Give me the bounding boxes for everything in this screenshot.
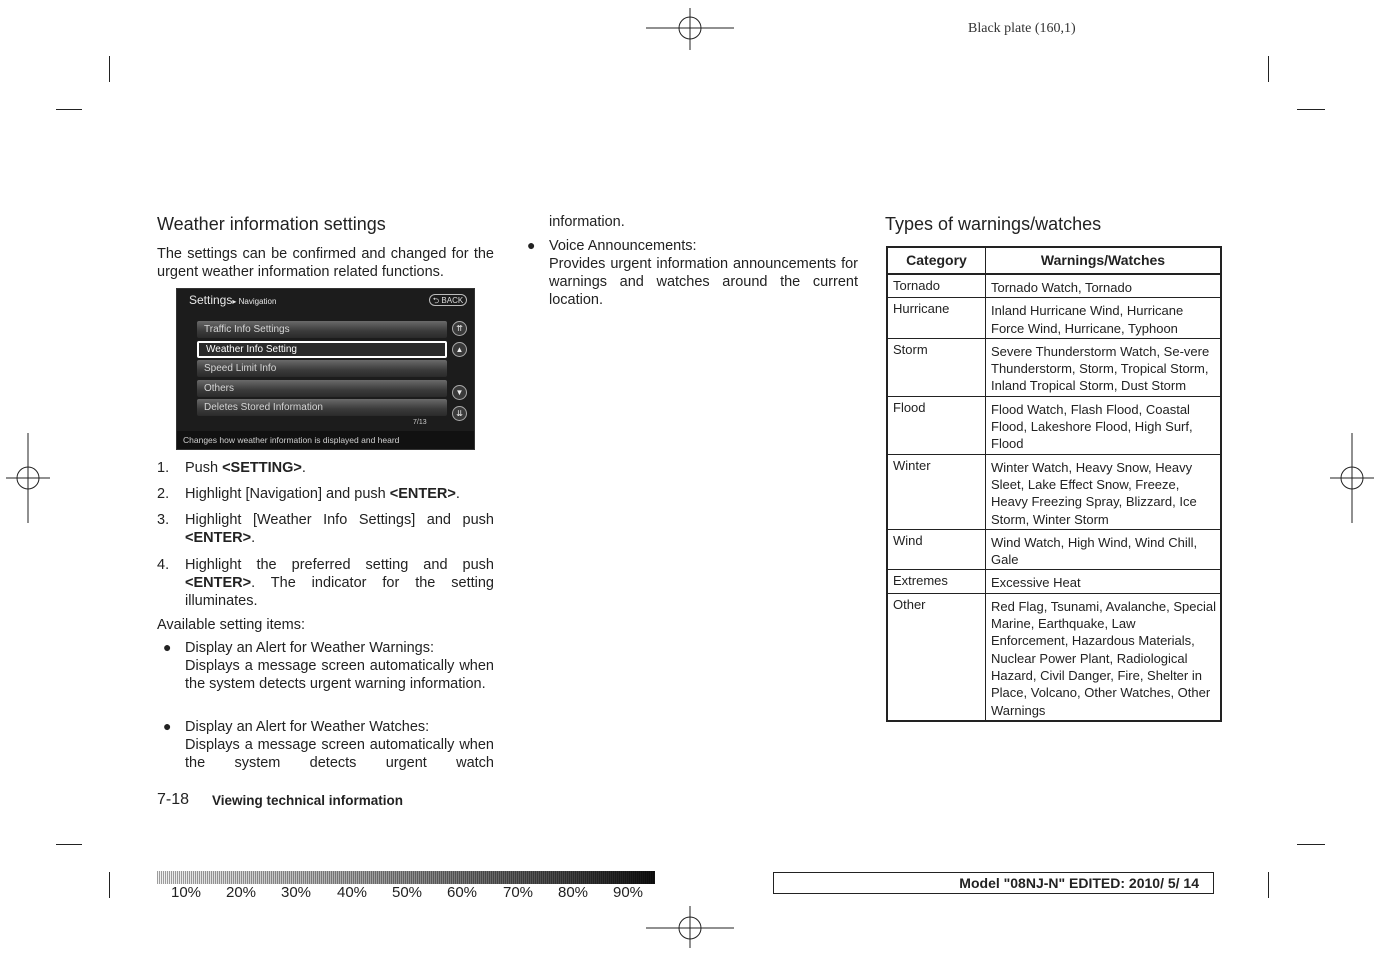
crop-mark — [1268, 56, 1269, 82]
bullet-title: Display an Alert for Weather Warnings: — [185, 640, 435, 656]
bullet-item-warnings — [157, 639, 494, 693]
bullet-title: Display an Alert for Weather Watches: — [185, 719, 430, 735]
category-cell: Storm — [887, 338, 986, 396]
column-header-category: Category — [887, 247, 986, 274]
table-row — [887, 338, 1221, 396]
step-text: Highlight [Weather Info Settings] and push — [185, 512, 494, 528]
available-items-label: Available setting items: — [157, 617, 306, 633]
crop-mark — [1297, 109, 1325, 110]
bullet-dot-icon: ● — [163, 718, 172, 734]
step-text: . The indicator for the setting illuminates. — [185, 575, 494, 609]
scroll-buttons — [452, 321, 468, 427]
screen-title-text: Settings — [189, 293, 233, 307]
scroll-up-icon: ▲ — [452, 342, 467, 357]
warnings-cell: Tornado Watch, Tornado — [986, 274, 1222, 298]
bullet-item-watches — [157, 718, 494, 772]
column-header-warnings: Warnings/Watches — [986, 247, 1222, 274]
category-cell: Winter — [887, 454, 986, 529]
key-label: <SETTING> — [222, 460, 302, 476]
registration-mark-icon — [646, 8, 734, 50]
table-row — [887, 454, 1221, 529]
bullet-dot-icon: ● — [527, 237, 536, 253]
bullet-item-voice — [521, 237, 858, 309]
intro-paragraph: The settings can be confirmed and changed for the urgent weather information related functions. — [157, 246, 494, 280]
registration-mark-icon — [1330, 433, 1374, 523]
step-text: . — [301, 460, 306, 476]
step-2 — [157, 485, 494, 503]
category-cell: Extremes — [887, 570, 986, 593]
bullet-dot-icon: ● — [163, 639, 172, 655]
category-cell: Wind — [887, 529, 986, 570]
menu-item-delete: Deletes Stored Information — [197, 399, 447, 416]
section-heading: Weather information settings — [157, 214, 386, 234]
warnings-cell: Severe Thunderstorm Watch, Se-vere Thunderstorm, Storm, Tropical Storm, Inland Tropical Storm, Dust Storm — [986, 338, 1222, 396]
registration-mark-icon — [646, 906, 734, 948]
section-title: Viewing technical information — [212, 793, 404, 808]
step-text: Push — [185, 460, 223, 476]
page-number: 7-18 — [157, 791, 190, 808]
table-header-row — [887, 247, 1221, 274]
menu-item-others: Others — [197, 380, 447, 397]
page-down-icon: ⇊ — [452, 406, 467, 421]
step-text: . — [455, 486, 460, 502]
back-button: ⮌ BACK — [429, 294, 467, 306]
scroll-down-icon: ▼ — [452, 385, 467, 400]
model-edited-box: Model "08NJ-N" EDITED: 2010/ 5/ 14 — [773, 872, 1214, 894]
percent-label: 10% — [171, 884, 202, 901]
bullet-description: Displays a message screen automatically when the system detects urgent watch — [185, 737, 494, 771]
key-label: <ENTER> — [389, 486, 456, 502]
warnings-cell: Winter Watch, Heavy Snow, Heavy Sleet, Lake Effect Snow, Freeze, Heavy Freezing Spray, Blizzard, Ice Storm, Winter Storm — [986, 454, 1222, 529]
bullet-title: Voice Announcements: — [549, 238, 697, 254]
step-4 — [157, 556, 494, 610]
density-bar — [157, 871, 655, 884]
step-number: 4. — [157, 557, 170, 573]
plate-label: Black plate (160,1) — [968, 21, 1076, 36]
menu-item-speed-limit: Speed Limit Info — [197, 360, 447, 377]
key-label: <ENTER> — [185, 575, 252, 591]
table-row — [887, 570, 1221, 593]
crop-mark — [56, 109, 82, 110]
percent-label: 30% — [281, 884, 312, 901]
percent-label: 60% — [447, 884, 478, 901]
step-text: . — [251, 530, 256, 546]
category-cell: Flood — [887, 396, 986, 454]
screen-breadcrumb: ▸ Navigation — [232, 297, 277, 306]
crop-mark — [56, 844, 82, 845]
back-label: BACK — [441, 296, 464, 305]
percent-label: 70% — [503, 884, 534, 901]
step-number: 2. — [157, 486, 170, 502]
percent-label: 40% — [337, 884, 368, 901]
crop-mark — [109, 56, 110, 82]
table-row — [887, 298, 1221, 339]
warnings-cell: Red Flag, Tsunami, Avalanche, Special Marine, Earthquake, Law Enforcement, Hazardous Materials, Nuclear Power Plant, Radiological Hazard, Civil Danger, Fire, Shelter in Place, Volcano, Other Watches, Other Warnings — [986, 593, 1222, 721]
table-row — [887, 529, 1221, 570]
step-text: Highlight [Navigation] and push — [185, 486, 390, 502]
category-cell: Other — [887, 593, 986, 721]
percent-label: 50% — [392, 884, 423, 901]
warnings-cell: Inland Hurricane Wind, Hurricane Force Wind, Hurricane, Typhoon — [986, 298, 1222, 339]
percent-label: 20% — [226, 884, 257, 901]
table-row — [887, 396, 1221, 454]
table-heading: Types of warnings/watches — [885, 214, 1102, 234]
crop-mark — [109, 872, 110, 898]
settings-menu — [197, 321, 447, 419]
category-cell: Tornado — [887, 274, 986, 298]
registration-mark-icon — [6, 433, 50, 523]
key-label: <ENTER> — [185, 530, 252, 546]
step-3 — [157, 511, 494, 547]
crop-mark — [1297, 844, 1325, 845]
table-row — [887, 274, 1221, 298]
category-cell: Hurricane — [887, 298, 986, 339]
percent-label: 90% — [613, 884, 644, 901]
table-row — [887, 593, 1221, 721]
step-number: 1. — [157, 460, 170, 476]
warnings-cell: Excessive Heat — [986, 570, 1222, 593]
page-up-icon: ⇈ — [452, 321, 467, 336]
warnings-table — [886, 246, 1222, 722]
step-text: Highlight the preferred setting and push — [185, 557, 494, 573]
warnings-cell: Wind Watch, High Wind, Wind Chill, Gale — [986, 529, 1222, 570]
crop-mark — [1268, 872, 1269, 898]
menu-item-traffic: Traffic Info Settings — [197, 321, 447, 338]
continued-text: information. — [549, 214, 625, 230]
percent-label: 80% — [558, 884, 589, 901]
navigation-settings-screenshot — [176, 288, 475, 450]
warnings-cell: Flood Watch, Flash Flood, Coastal Flood, Lakeshore Flood, High Surf, Flood — [986, 396, 1222, 454]
screen-footer-hint: Changes how weather information is displayed and heard — [177, 431, 474, 449]
menu-item-weather: Weather Info Setting — [197, 341, 447, 358]
step-number: 3. — [157, 512, 170, 528]
page-indicator: 7/13 — [413, 419, 427, 426]
bullet-description: Provides urgent information announcements for warnings and watches around the current location. — [549, 256, 858, 308]
screen-title — [189, 293, 276, 307]
bullet-description: Displays a message screen automatically when the system detects urgent warning information. — [185, 658, 494, 692]
step-1 — [157, 459, 494, 477]
